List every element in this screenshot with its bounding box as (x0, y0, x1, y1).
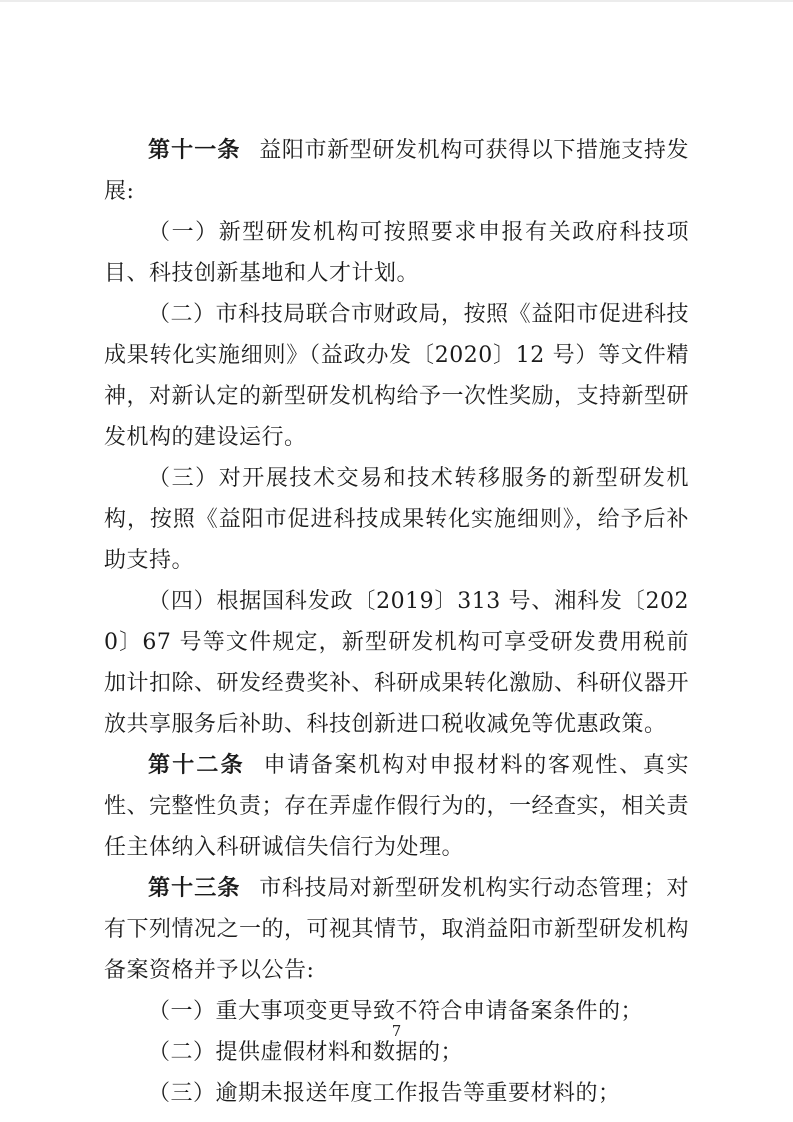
paragraph-text: （四）根据国科发政〔2019〕313 号、湘科发〔2020〕67 号等文件规定，新型研发机构可享受研发费用税前加计扣除、研发经费奖补、科研成果转化激励、科研仪器开放共享服务后补助、科技创新进口税收减免等优惠政策。 (104, 589, 690, 737)
paragraph-text: （一）新型研发机构可按照要求申报有关政府科技项目、科技创新基地和人才计划。 (104, 220, 689, 286)
paragraph-article-11-item-1 (104, 212, 689, 294)
paragraph-article-11-item-2 (104, 294, 689, 458)
paragraph-text: （三）逾期未报送年度工作报告等重要材料的； (148, 1081, 621, 1106)
article-number-lead: 第十二条 (148, 752, 245, 778)
paragraph-article-11-item-4 (104, 581, 689, 745)
paragraph-article-13 (104, 868, 689, 991)
paragraph-text: 申请备案机构对申报材料的客观性、真实性、完整性负责；存在弄虚作假行为的，一经查实，相关责任主体纳入科研诚信失信行为处理。 (104, 753, 690, 860)
paragraph-article-11 (104, 130, 689, 212)
paragraph-article-11-item-3 (104, 458, 689, 581)
paragraph-text: （二）市科技局联合市财政局，按照《益阳市促进科技成果转化实施细则》（益政办发〔2020〕12 号）等文件精神，对新认定的新型研发机构给予一次性奖励，支持新型研发机构的建设运行。 (104, 302, 690, 450)
article-number-lead: 第十一条 (148, 137, 241, 163)
page-number: 7 (391, 1022, 402, 1040)
paragraph-article-12 (104, 745, 689, 868)
paragraph-text: （二）提供虚假材料和数据的； (148, 1040, 464, 1065)
article-number-lead: 第十三条 (148, 875, 241, 901)
document-body (104, 130, 689, 1114)
paragraph-text: 益阳市新型研发机构可获得以下措施支持发展: (104, 138, 689, 204)
paragraph-text: （三）对开展技术交易和技术转移服务的新型研发机构，按照《益阳市促进科技成果转化实施细则》，给予后补助支持。 (104, 466, 689, 573)
paragraph-text: 市科技局对新型研发机构实行动态管理；对有下列情况之一的，可视其情节，取消益阳市新型研发机构备案资格并予以公告: (104, 876, 690, 983)
paragraph-text: （一）重大事项变更导致不符合申请备案条件的； (148, 999, 644, 1024)
paragraph-article-13-item-3 (104, 1073, 689, 1114)
